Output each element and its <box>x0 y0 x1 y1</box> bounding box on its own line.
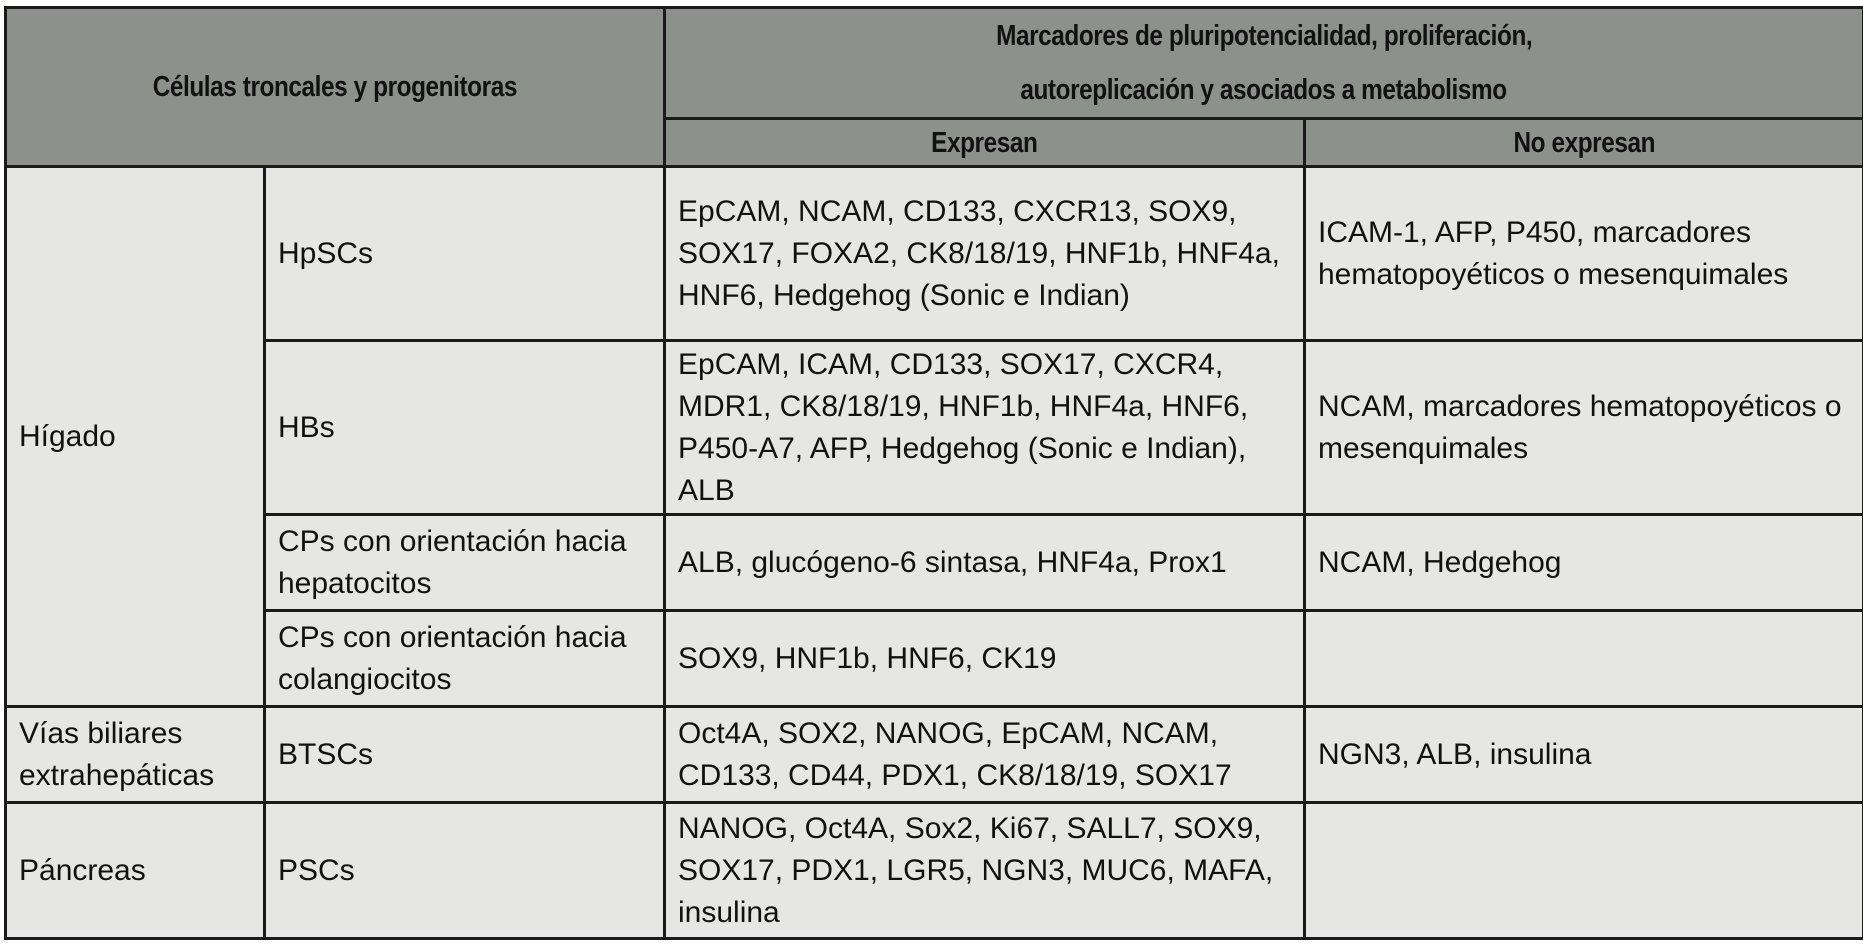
cell-type: BTSCs <box>265 707 665 803</box>
not-express-cell: ICAM-1, AFP, P450, marcadores hematopoyéticos o mesenquimales <box>1305 167 1863 341</box>
organ-cell: Páncreas <box>6 803 265 939</box>
cell-type: CPs con orientación hacia colangiocitos <box>265 611 665 707</box>
header-not-express: No expresan <box>1305 119 1863 167</box>
express-cell: Oct4A, SOX2, NANOG, EpCAM, NCAM, CD133, CD44, PDX1, CK8/18/19, SOX17 <box>665 707 1305 803</box>
organ-cell: Hígado <box>6 167 265 707</box>
express-cell: NANOG, Oct4A, Sox2, Ki67, SALL7, SOX9, SOX17, PDX1, LGR5, NGN3, MUC6, MAFA, insulina <box>665 803 1305 939</box>
header-stem-cells: Células troncales y progenitoras <box>6 8 665 167</box>
header-markers: Marcadores de pluripotencialidad, proliferación, autoreplicación y asociados a metabolismo <box>665 8 1863 119</box>
organ-cell: Vías biliares extrahepáticas <box>6 707 265 803</box>
cell-type: CPs con orientación hacia hepatocitos <box>265 515 665 611</box>
header-express: Expresan <box>665 119 1305 167</box>
cell-type: PSCs <box>265 803 665 939</box>
not-express-cell <box>1305 803 1863 939</box>
markers-table <box>4 6 1863 940</box>
not-express-cell: NCAM, marcadores hematopoyéticos o mesenquimales <box>1305 341 1863 515</box>
cell-type: HBs <box>265 341 665 515</box>
express-cell: ALB, glucógeno-6 sintasa, HNF4a, Prox1 <box>665 515 1305 611</box>
express-cell: EpCAM, NCAM, CD133, CXCR13, SOX9, SOX17, FOXA2, CK8/18/19, HNF1b, HNF4a, HNF6, Hedgehog (Sonic e Indian) <box>665 167 1305 341</box>
express-cell: EpCAM, ICAM, CD133, SOX17, CXCR4, MDR1, CK8/18/19, HNF1b, HNF4a, HNF6, P450-A7, AFP, Hedgehog (Sonic e Indian), ALB <box>665 341 1305 515</box>
express-cell: SOX9, HNF1b, HNF6, CK19 <box>665 611 1305 707</box>
not-express-cell: NGN3, ALB, insulina <box>1305 707 1863 803</box>
not-express-cell <box>1305 611 1863 707</box>
cell-type: HpSCs <box>265 167 665 341</box>
not-express-cell: NCAM, Hedgehog <box>1305 515 1863 611</box>
